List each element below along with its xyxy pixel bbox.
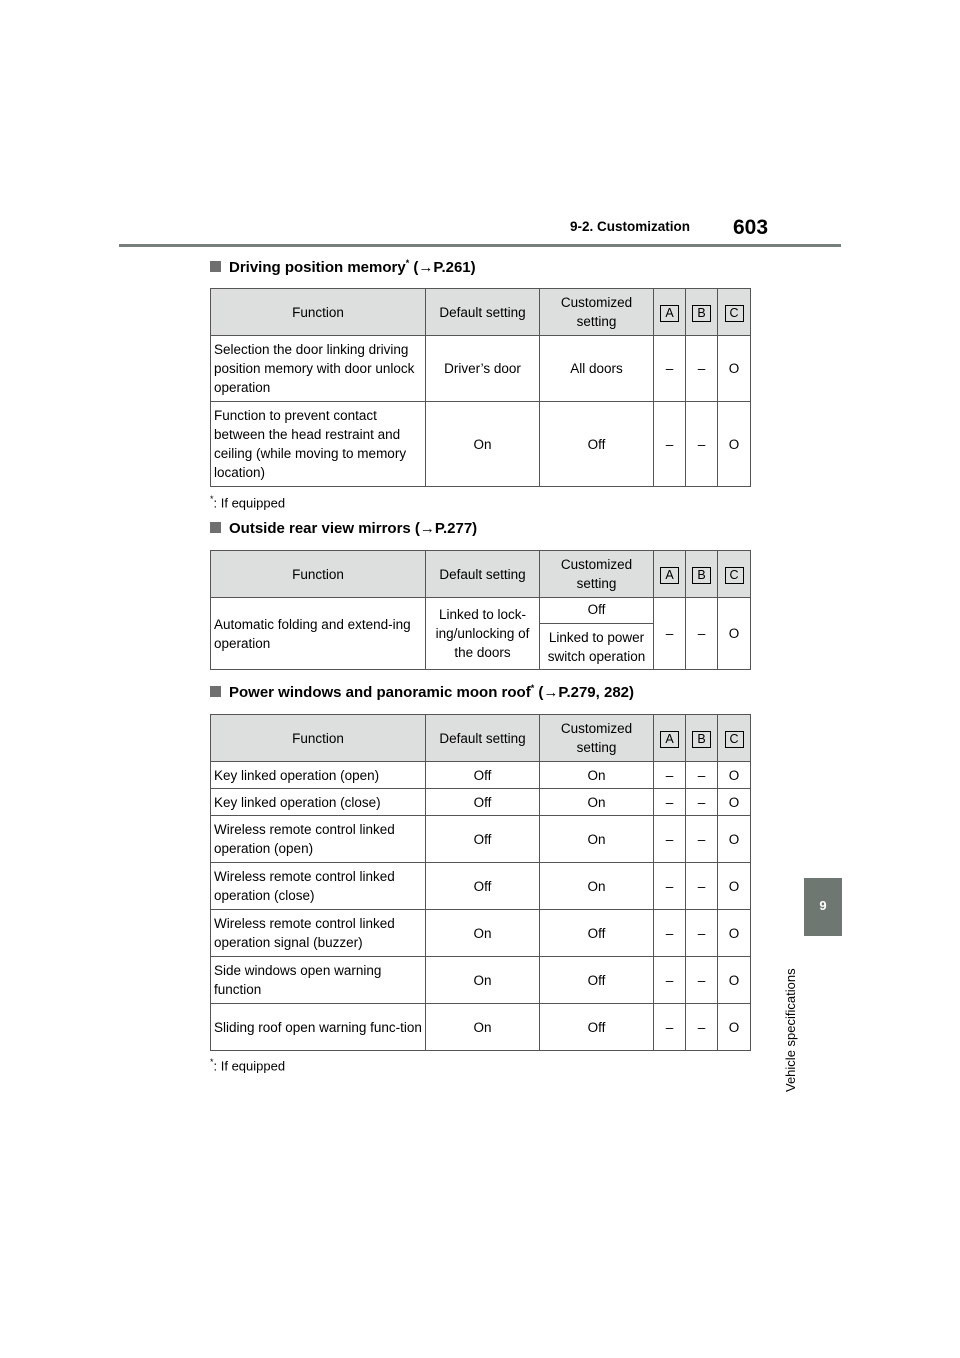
col-b: B: [686, 715, 718, 762]
col-b: B: [686, 289, 718, 336]
section-heading-driving-position-memory: Driving position memory* (→P.261): [210, 258, 476, 276]
col-a: A: [654, 289, 686, 336]
col-a: A: [654, 551, 686, 598]
table-row: Side windows open warning function On Off – – O: [211, 957, 751, 1004]
table-header-row: [211, 289, 751, 336]
table-row: Function to prevent contact between the head restraint and ceiling (while moving to memory location) On Off – – O: [211, 402, 751, 487]
footnote: *: If equipped: [210, 494, 286, 511]
table-row: Automatic folding and extend-ing operation Linked to lock-ing/unlocking of the doors Off – – O: [211, 598, 751, 624]
col-function: Function: [211, 551, 426, 598]
page-reference: (→P.279, 282): [538, 684, 635, 701]
col-c: C: [718, 551, 751, 598]
col-customized: Customized setting: [540, 551, 654, 598]
col-default: Default setting: [426, 551, 540, 598]
table-outside-rear-view-mirrors: [210, 550, 751, 670]
table-row: Wireless remote control linked operation (close) Off On – – O: [211, 863, 751, 910]
col-customized: Customized setting: [540, 289, 654, 336]
page-reference: (→P.261): [413, 259, 476, 276]
square-bullet-icon: [210, 522, 221, 533]
section-title: 9-2. Customization: [570, 219, 691, 234]
square-bullet-icon: [210, 261, 221, 272]
table-row: Linked to power switch operation: [211, 624, 751, 670]
section-heading-power-windows: Power windows and panoramic moon roof* (→P.279, 282): [210, 683, 634, 701]
table-row: Wireless remote control linked operation (open) Off On – – O: [211, 816, 751, 863]
page-number: 603: [733, 216, 769, 239]
chapter-title: Vehicle specifications: [783, 968, 798, 1092]
col-a: A: [654, 715, 686, 762]
table-power-windows: [210, 714, 751, 1051]
table-row: Wireless remote control linked operation signal (buzzer) On Off – – O: [211, 910, 751, 957]
header-rule: [119, 244, 841, 247]
col-default: Default setting: [426, 289, 540, 336]
col-c: C: [718, 715, 751, 762]
table-driving-position-memory: [210, 288, 751, 487]
footnote: *: If equipped: [210, 1057, 286, 1074]
section-heading-outside-rear-view-mirrors: Outside rear view mirrors (→P.277): [210, 520, 477, 537]
square-bullet-icon: [210, 686, 221, 697]
page-reference: (→P.277): [414, 520, 478, 537]
col-b: B: [686, 551, 718, 598]
table-row: Selection the door linking driving position memory with door unlock operation Driver’s door All doors – – O: [211, 336, 751, 402]
table-row: Key linked operation (close) Off On – – O: [211, 789, 751, 816]
table-header-row: [211, 551, 751, 598]
table-row: Sliding roof open warning func-tion On Off – – O: [211, 1004, 751, 1051]
table-header-row: [211, 715, 751, 762]
col-function: Function: [211, 289, 426, 336]
col-customized: Customized setting: [540, 715, 654, 762]
col-function: Function: [211, 715, 426, 762]
col-default: Default setting: [426, 715, 540, 762]
chapter-number: 9: [819, 898, 827, 913]
col-c: C: [718, 289, 751, 336]
table-row: Key linked operation (open) Off On – – O: [211, 762, 751, 789]
